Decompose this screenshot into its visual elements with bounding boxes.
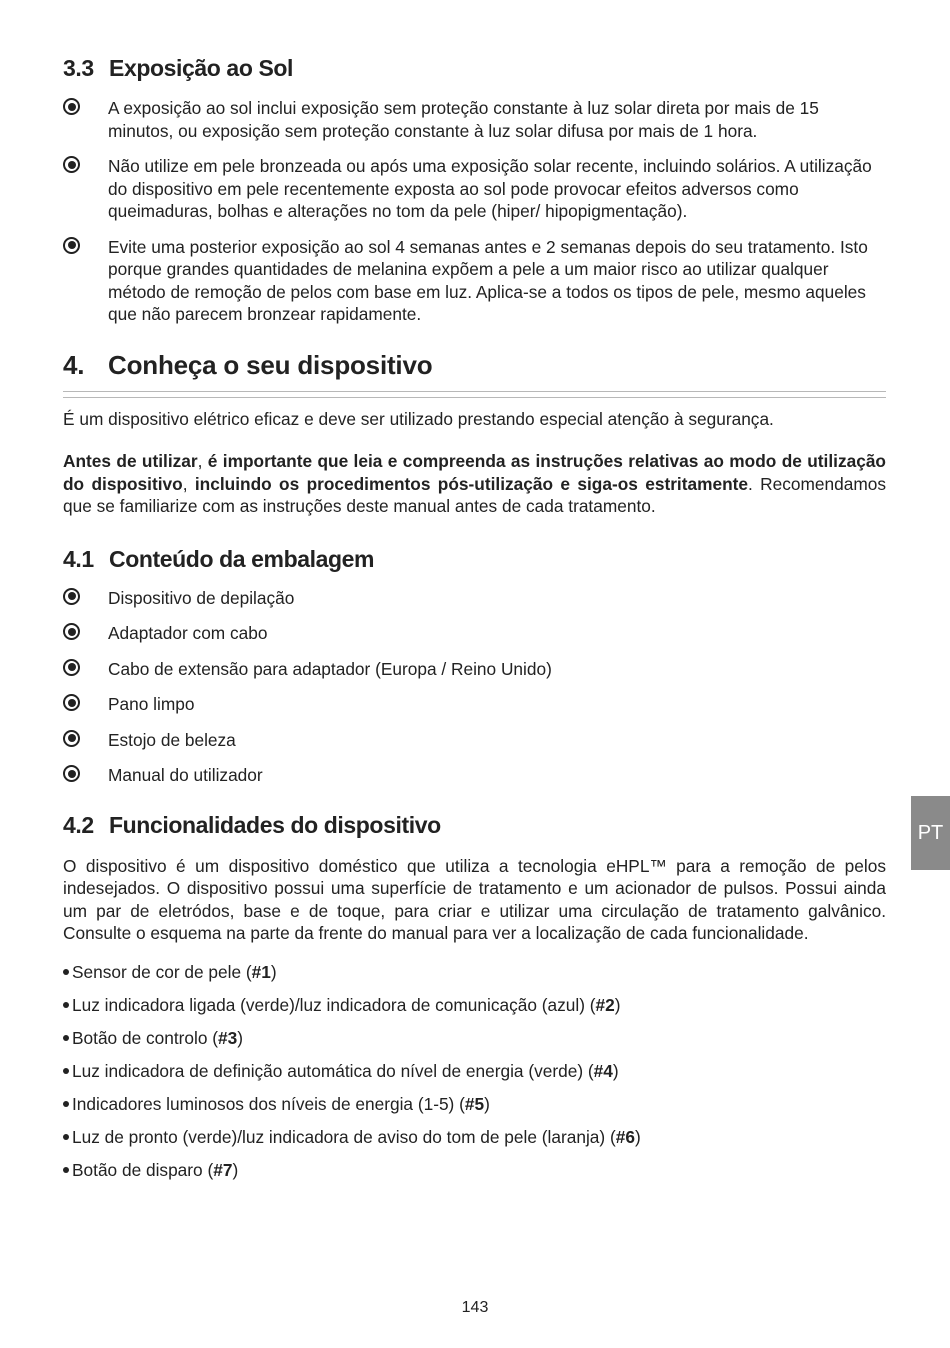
- list-item: [63, 587, 886, 610]
- language-tab: PT: [911, 796, 950, 870]
- feature-ref: #2: [595, 994, 615, 1015]
- list-item-text: Estojo de beleza: [108, 729, 236, 750]
- feature-item: [63, 1126, 886, 1148]
- list-item-text: Evite uma posterior exposição ao sol 4 semanas antes e 2 semanas depois do seu tratamento. Isto porque grandes quantidades de melanina expõem a pele a um maior risco ao utilizar qualquer método de remoção de pelos com base em luz. Aplica-se a todos os tipos de pele, mesmo aqueles que não parecem bronzear rapidamente.: [108, 236, 868, 324]
- bullet-dot-icon: [63, 1002, 69, 1008]
- feature-item: [63, 1093, 886, 1115]
- section-title: Conheça o seu dispositivo: [108, 349, 433, 380]
- features-paragraph: O dispositivo é um dispositivo doméstico que utiliza a tecnologia eHPL™ para a remoção de pelos indesejados. O dispositivo possui uma superfície de tratamento e um acionador de pulsos. Possui ainda um par de eletródos, base e de toque, para criar e utilizar uma circulação de tratamento galvânico. Consulte o esquema na parte da frente do manual para ver a localização de cada funcionalidade.: [63, 855, 886, 943]
- feature-text: Botão de disparo (: [72, 1159, 214, 1180]
- target-bullet-icon: [63, 765, 80, 782]
- section-title: Exposição ao Sol: [109, 55, 294, 81]
- bullet-dot-icon: [63, 969, 69, 975]
- target-bullet-icon: [63, 98, 80, 115]
- target-bullet-icon: [63, 730, 80, 747]
- feature-close: ): [612, 1060, 619, 1081]
- warning-bold-text: incluindo os procedimentos pós-utilização e siga-os estritamente: [187, 473, 748, 494]
- package-contents-list: [63, 587, 886, 787]
- list-item-text: Manual do utilizador: [108, 765, 263, 785]
- feature-ref: #5: [464, 1093, 485, 1114]
- section-title: Funcionalidades do dispositivo: [109, 811, 441, 838]
- bullet-dot-icon: [63, 1035, 69, 1041]
- list-item: [63, 658, 886, 681]
- sun-exposure-list: [63, 97, 886, 326]
- feature-text: Indicadores luminosos dos níveis de energia (1-5) (: [72, 1093, 465, 1114]
- list-item-text: A exposição ao sol inclui exposição sem proteção constante à luz solar direta por mais de 15 minutos, ou exposição sem proteção constante à luz solar difusa por mais de 1 hora.: [108, 98, 819, 141]
- feature-close: ): [237, 1027, 244, 1048]
- feature-close: ): [232, 1159, 239, 1180]
- page-number: 143: [461, 1299, 489, 1316]
- list-item-text: Cabo de extensão para adaptador (Europa / Reino Unido): [108, 658, 552, 679]
- list-item: [63, 693, 886, 716]
- feature-ref: #6: [615, 1126, 635, 1147]
- section-4-intro: É um dispositivo elétrico eficaz e deve ser utilizado prestando especial atenção à segurança.: [63, 408, 774, 429]
- section-4-1-heading: [63, 546, 886, 573]
- feature-ref: #4: [593, 1060, 613, 1081]
- list-item-text: Pano limpo: [108, 694, 195, 714]
- list-item-text: Dispositivo de depilação: [108, 587, 295, 608]
- features-list: [63, 961, 886, 1181]
- feature-text: Luz de pronto (verde)/luz indicadora de aviso do tom de pele (laranja) (: [72, 1126, 616, 1147]
- list-item: [63, 764, 886, 787]
- bullet-dot-icon: [63, 1068, 69, 1074]
- warning-bold-text: é importante que leia e compreenda as instruções relativas ao modo de utilização do dispositivo: [63, 451, 886, 494]
- feature-item: [63, 961, 886, 983]
- section-title: Conteúdo da embalagem: [109, 545, 375, 572]
- list-item: [63, 236, 886, 326]
- target-bullet-icon: [63, 694, 80, 711]
- section-4-2-heading: [63, 812, 886, 839]
- target-bullet-icon: [63, 237, 80, 254]
- feature-text: Luz indicadora de definição automática do nível de energia (verde) (: [72, 1060, 594, 1081]
- feature-ref: #1: [251, 961, 271, 982]
- warning-bold-text: Antes de utilizar: [63, 451, 198, 471]
- section-number: 3.3: [63, 55, 94, 81]
- warning-separator: ,: [182, 473, 188, 494]
- usage-warning-paragraph: [63, 450, 886, 518]
- feature-text: Sensor de cor de pele (: [72, 961, 252, 982]
- section-number: 4.2: [63, 811, 94, 838]
- list-item: [63, 622, 886, 645]
- section-number: 4.: [63, 349, 85, 380]
- feature-close: ): [270, 961, 277, 982]
- target-bullet-icon: [63, 659, 80, 676]
- feature-close: ): [634, 1126, 641, 1147]
- warning-rest-text: . Recomendamos que se familiarize com as instruções deste manual antes de cada tratamento.: [63, 473, 886, 516]
- list-item: [63, 97, 886, 142]
- feature-close: ): [484, 1093, 490, 1114]
- feature-item: [63, 1027, 886, 1049]
- feature-close: ): [614, 994, 621, 1015]
- feature-ref: #7: [213, 1159, 233, 1180]
- warning-separator: ,: [197, 451, 203, 471]
- list-item-text: Não utilize em pele bronzeada ou após uma exposição solar recente, incluindo solários. A utilização do dispositivo em pele recentemente exposta ao sol pode provocar efeitos adversos como queimaduras, bolhas e alterações no tom da pele (hiper/ hipopigmentação).: [108, 156, 872, 221]
- feature-item: [63, 1159, 886, 1181]
- bullet-dot-icon: [63, 1167, 69, 1173]
- feature-item: [63, 994, 886, 1016]
- bullet-dot-icon: [63, 1101, 69, 1107]
- feature-ref: #3: [218, 1027, 238, 1048]
- feature-item: [63, 1060, 886, 1082]
- feature-text: Luz indicadora ligada (verde)/luz indicadora de comunicação (azul) (: [72, 994, 596, 1015]
- list-item: [63, 155, 886, 223]
- target-bullet-icon: [63, 156, 80, 173]
- heading-rule: [63, 391, 886, 398]
- section-3-3-heading: [63, 55, 886, 82]
- section-number: 4.1: [63, 545, 94, 572]
- manual-page: [63, 55, 886, 1181]
- bullet-dot-icon: [63, 1134, 69, 1140]
- feature-text: Botão de controlo (: [72, 1027, 219, 1048]
- target-bullet-icon: [63, 588, 80, 605]
- list-item-text: Adaptador com cabo: [108, 623, 268, 643]
- target-bullet-icon: [63, 623, 80, 640]
- list-item: [63, 729, 886, 752]
- section-4-heading: [63, 350, 886, 381]
